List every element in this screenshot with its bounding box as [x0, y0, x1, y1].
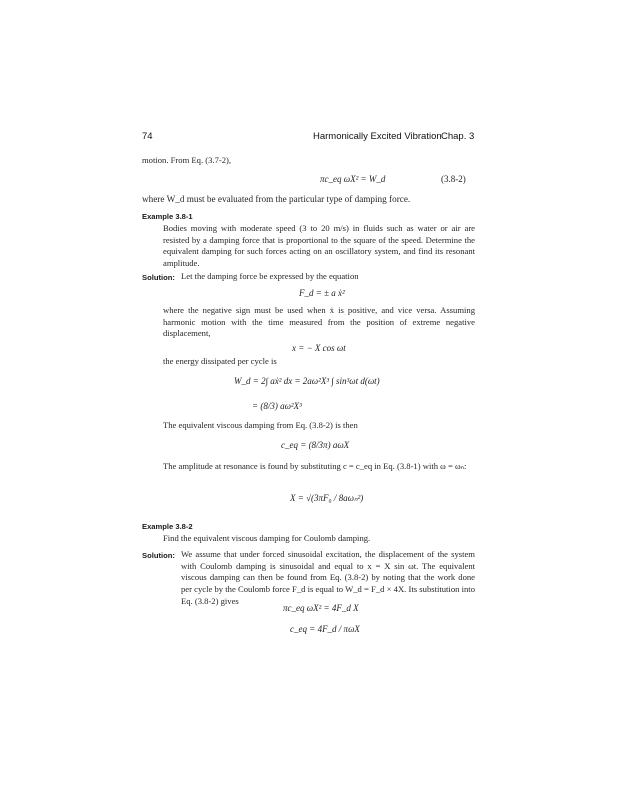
solution-text: Let the damping force be expressed by the equation — [181, 271, 359, 281]
intro-line-2: where W_d must be evaluated from the particular type of damping force. — [142, 194, 411, 204]
equation-damping-force: F_d = ± a ẋ² — [299, 288, 345, 298]
equation-energy-result: = (8/3) aω²X³ — [252, 401, 302, 411]
example-heading: Example 3.8-2 — [142, 522, 193, 531]
solution-label: Solution: — [142, 551, 175, 560]
solution-paragraph: We assume that under forced sinusoidal excitation, the displacement of the system with Coulomb damping is sinusoidal and equal to x = X sin ωt. The equivalent viscous damping can then be found from Eq. (3.8-2) by noting that the work done per cycle by the Coulomb force F_d is equal to W_d = F_d × 4X. Its substitution into Eq. (3.8-2) gives — [181, 549, 475, 606]
equation-coulomb-damping: c_eq = 4F_d / πωX — [290, 624, 360, 634]
equation-displacement: x = − X cos ωt — [292, 343, 346, 353]
equation-energy: W_d = 2∫ aẋ² dx = 2aω²X³ ∫ sin³ωt d(ωt) — [234, 376, 380, 386]
equation-resonant-amplitude: X = √(3πF₀ / 8aωₙ²) — [290, 493, 364, 503]
solution-label: Solution: — [142, 273, 175, 282]
chapter-title: Harmonically Excited Vibration — [313, 131, 442, 142]
page-number: 74 — [142, 131, 153, 142]
solution-paragraph: where the negative sign must be used when ẋ is positive, and vice versa. Assuming harmonic motion with the time measured from the position of extreme negative displacement, — [163, 305, 475, 339]
equation-coulomb-work: πc_eq ωX² = 4F_d X — [283, 603, 359, 613]
solution-text: the energy dissipated per cycle is — [163, 356, 277, 366]
chapter-ref: Chap. 3 — [441, 131, 475, 142]
example-heading: Example 3.8-1 — [142, 212, 193, 221]
intro-line: motion. From Eq. (3.7-2), — [142, 155, 232, 165]
equation-number: (3.8-2) — [441, 174, 466, 184]
example-problem: Bodies moving with moderate speed (3 to 20 m/s) in fluids such as water or air are resisted by a damping force that is proportional to the square of the speed. Determine the equivalent damping for such forces acting on an oscillatory system, and find its resonant amplitude. — [163, 223, 475, 269]
solution-paragraph: The amplitude at resonance is found by substituting c = c_eq in Eq. (3.8-1) with ω = ωₙ: — [163, 461, 467, 471]
equation-equivalent-damping: c_eq = (8/3π) aωX — [281, 440, 350, 450]
equation-3-8-2: πc_eq ωX² = W_d — [320, 174, 386, 184]
solution-text: The equivalent viscous damping from Eq. (3.8-2) is then — [163, 420, 358, 430]
example-problem: Find the equivalent viscous damping for Coulomb damping. — [163, 533, 371, 543]
